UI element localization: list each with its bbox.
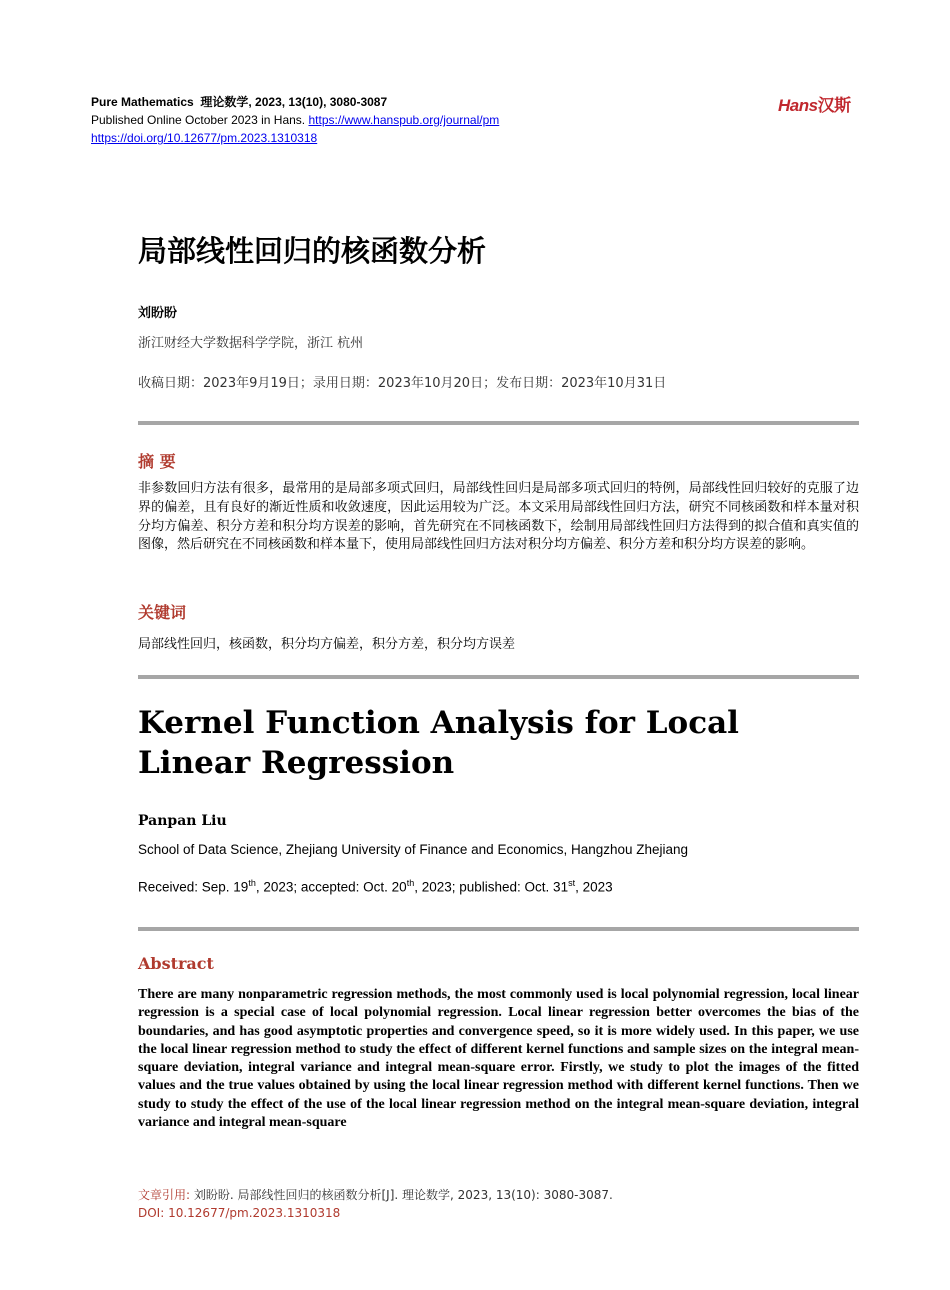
en-author: Panpan Liu — [138, 813, 227, 829]
en-title: Kernel Function Analysis for Local Linear Regression — [138, 705, 739, 781]
accepted-text: , 2023; accepted: Oct. 20 — [255, 879, 407, 895]
cn-author: 刘盼盼 — [138, 306, 178, 321]
divider-rule — [138, 927, 859, 931]
received-text: Received: Sep. 19 — [138, 879, 249, 895]
citation-doi: DOI: 10.12677/pm.2023.1310318 — [138, 1206, 341, 1220]
en-abstract: There are many nonparametric regression methods, the most commonly used is local polynomial regression, local linear regression is a special case of local polynomial regression. Local linear regression better overcomes the bias of the boundaries, and has good asymptotic properties and convergence speed, so it is more widely used. In this paper, we use the local linear regression method to study the effect of different kernel functions and sample sizes on the integral mean-square deviation, integral variance and integral mean-square error. Firstly, we study to plot the images of the fitted values and the true values obtained by using the local linear regression method with different kernel functions. Then we study to study the effect of the use of the local linear regression method on the integral mean-square deviation, integral variance and integral mean-square — [138, 987, 859, 1131]
journal-name: Pure Mathematics — [91, 95, 194, 109]
cn-dates: 收稿日期：2023年9月19日；录用日期：2023年10月20日；发布日期：2023年10月31日 — [138, 376, 667, 391]
logo-en: Hans — [778, 96, 818, 115]
published-text: , 2023; published: Oct. 31 — [414, 879, 569, 895]
year-tail: , 2023 — [575, 879, 613, 895]
citation-text: 刘盼盼. 局部线性回归的核函数分析[J]. 理论数学, 2023, 13(10): 3080-3087. — [193, 1188, 613, 1202]
citation-line — [138, 1186, 613, 1204]
cn-keywords-heading: 关键词 — [138, 603, 187, 622]
journal-citation: 理论数学, 2023, 13(10), 3080-3087 — [200, 95, 388, 109]
en-abstract-heading: Abstract — [138, 954, 214, 973]
doi-link[interactable]: https://doi.org/10.12677/pm.2023.1310318 — [91, 131, 318, 145]
hans-logo — [778, 91, 851, 116]
received-sup: th — [248, 878, 256, 888]
logo-cn: 汉斯 — [817, 96, 851, 116]
citation-label: 文章引用: — [138, 1188, 191, 1202]
divider-rule — [138, 675, 859, 679]
cn-title: 局部线性回归的核函数分析 — [138, 234, 487, 268]
cn-keywords: 局部线性回归，核函数，积分均方偏差，积分方差，积分均方误差 — [138, 637, 516, 652]
published-line — [91, 111, 499, 129]
en-dates — [138, 878, 613, 895]
doi-line — [91, 129, 499, 147]
cn-abstract: 非参数回归方法有很多，最常用的是局部多项式回归，局部线性回归是局部多项式回归的特例，局部线性回归较好的克服了边界的偏差，且有良好的渐近性质和收敛速度，因此运用较为广泛。本文采用局部线性回归方法，研究不同核函数和样本量对积分均方偏差、积分方差和积分均方误差的影响，首先研究在不同核函数下，绘制用局部线性回归方法得到的拟合值和真实值的图像，然后研究在不同核函数和样本量下，使用局部线性回归方法对积分均方偏差、积分方差和积分均方误差的影响。 — [138, 481, 859, 553]
citation-block — [138, 1186, 613, 1222]
journal-link[interactable]: https://www.hanspub.org/journal/pm — [308, 113, 500, 127]
published-sup: st — [568, 878, 576, 888]
cn-abstract-heading: 摘 要 — [138, 452, 176, 471]
journal-header — [91, 93, 499, 147]
cn-affiliation: 浙江财经大学数据科学学院，浙江 杭州 — [138, 336, 364, 351]
divider-rule — [138, 421, 859, 425]
journal-line — [91, 93, 499, 111]
accepted-sup: th — [406, 878, 415, 888]
en-affiliation: School of Data Science, Zhejiang University of Finance and Economics, Hangzhou Zhejiang — [138, 842, 689, 857]
published-text: Published Online October 2023 in Hans. — [91, 113, 306, 127]
